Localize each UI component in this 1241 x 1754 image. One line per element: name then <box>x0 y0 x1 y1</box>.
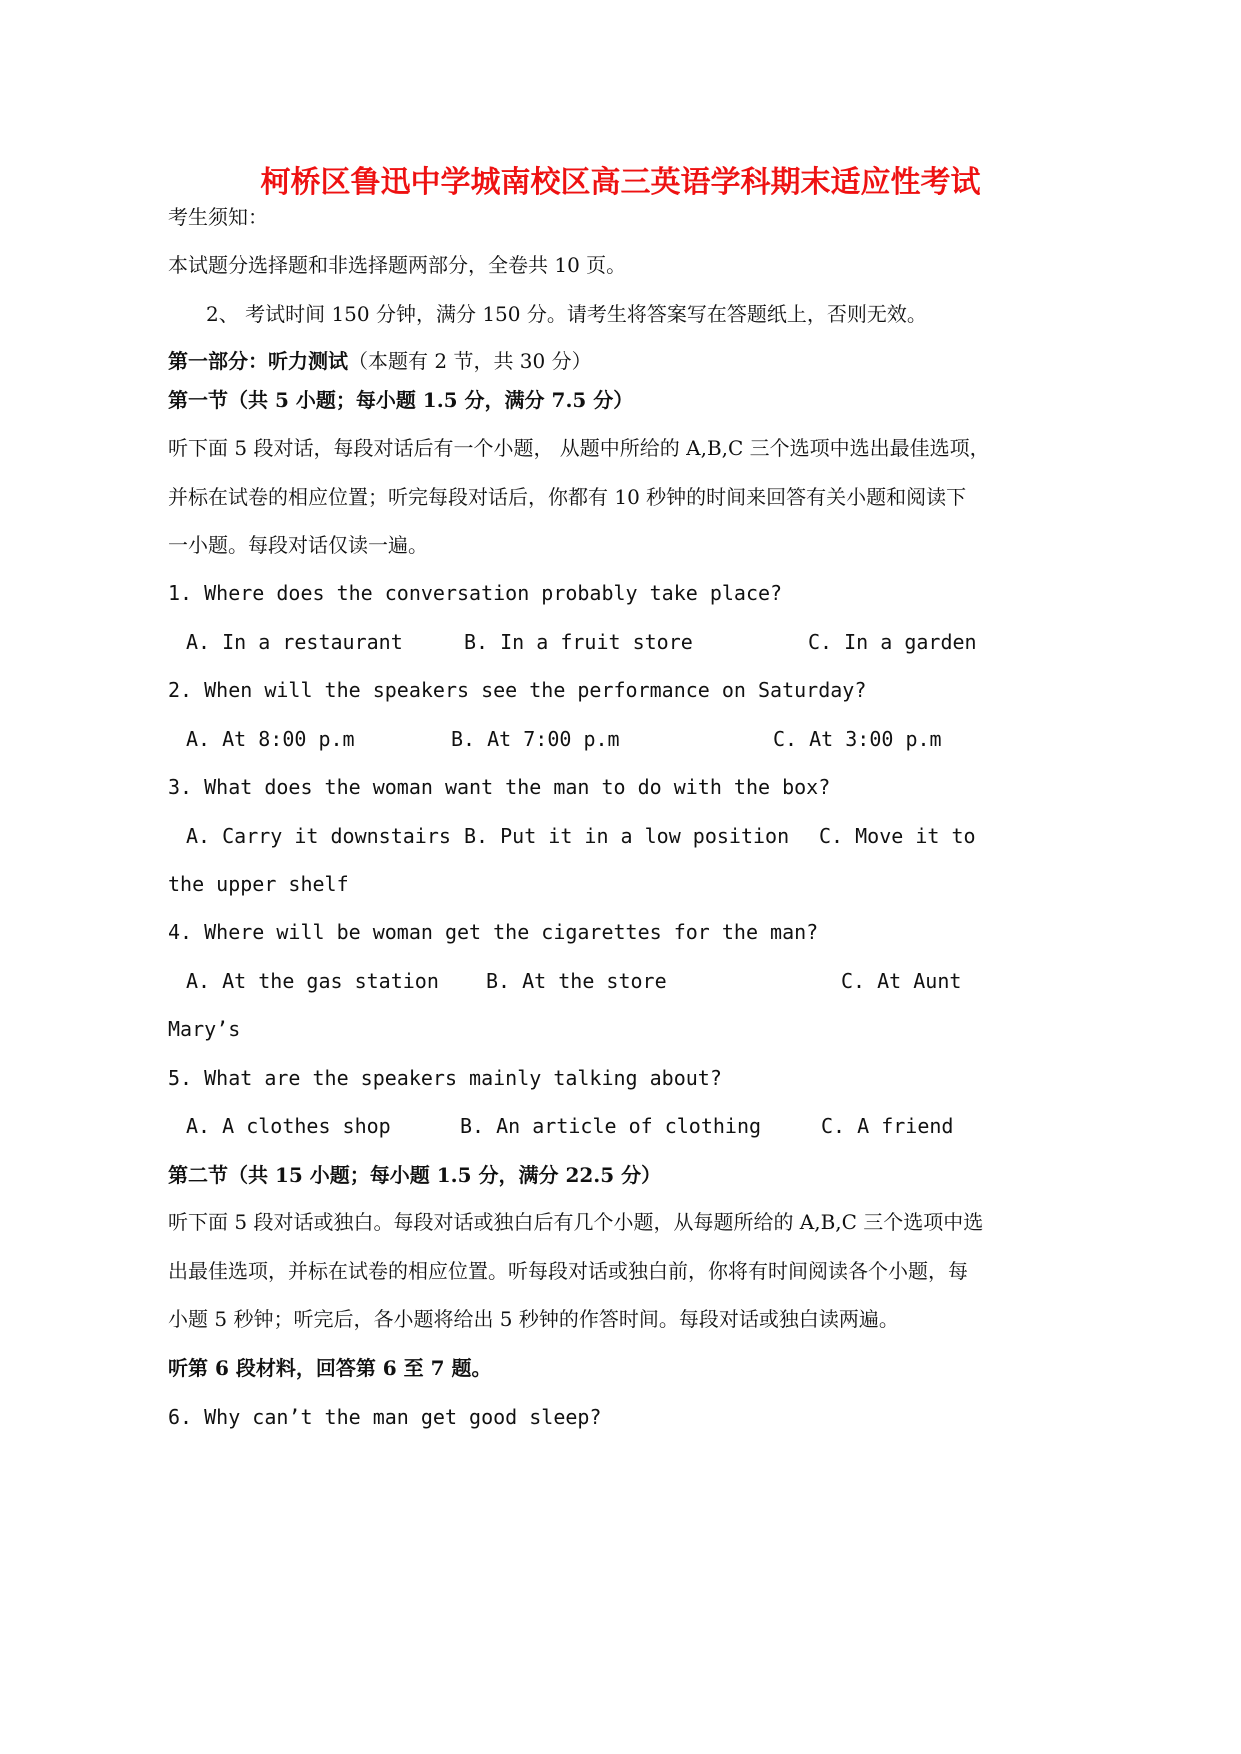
question-4-option-a: A. At the gas station <box>186 969 439 993</box>
question-3-option-a: A. Carry it downstairs <box>186 824 451 848</box>
exam-title: 柯桥区鲁迅中学城南校区高三英语学科期末适应性考试 <box>260 165 981 200</box>
section2-instruction-line: 听下面 5 段对话或独白。每段对话或独白后有几个小题，从每题所给的 A,B,C 三个选项中选 <box>168 1210 984 1234</box>
section1-instruction-line: 并标在试卷的相应位置；听完每段对话后，你都有 10 秒钟的时间来回答有关小题和阅读下 <box>168 485 967 509</box>
question-2-option-b: B. At 7:00 p.m <box>451 727 620 751</box>
question-1-option-a: A. In a restaurant <box>186 630 403 654</box>
question-4: 4. Where will be woman get the cigarettes for the man? <box>168 920 819 944</box>
question-1-option-b: B. In a fruit store <box>464 630 693 654</box>
notice-item-2: 2、 考试时间 150 分钟，满分 150 分。请考生将答案写在答题纸上，否则无效。 <box>206 302 927 326</box>
question-4-option-b: B. At the store <box>486 969 667 993</box>
question-5-option-c: C. A friend <box>821 1114 954 1138</box>
question-2: 2. When will the speakers see the performance on Saturday? <box>168 678 867 702</box>
question-2-option-c: C. At 3:00 p.m <box>773 727 942 751</box>
question-5-option-b: B. An article of clothing <box>460 1114 762 1138</box>
question-2-option-a: A. At 8:00 p.m <box>186 727 355 751</box>
section1-instruction-line: 听下面 5 段对话，每段对话后有一个小题， 从题中所给的 A,B,C 三个选项中选出最佳选项， <box>168 436 990 460</box>
part1-heading-bold: 第一部分：听力测试 <box>168 349 348 373</box>
question-5-option-a: A. A clothes shop <box>186 1114 391 1138</box>
notice-item-1: 本试题分选择题和非选择题两部分，全卷共 10 页。 <box>168 253 627 277</box>
part1-heading-rest: （本题有 2 节，共 30 分） <box>348 349 592 373</box>
question-1: 1. Where does the conversation probably take place? <box>168 581 783 605</box>
section1-instruction-line: 一小题。每段对话仅读一遍。 <box>168 533 428 557</box>
question-3: 3. What does the woman want the man to do with the box? <box>168 775 831 799</box>
section2-instruction-line: 出最佳选项，并标在试卷的相应位置。听每段对话或独白前，你将有时间阅读各个小题，每 <box>168 1259 968 1283</box>
question-4-option-c: C. At Aunt <box>841 969 962 993</box>
question-5: 5. What are the speakers mainly talking about? <box>168 1066 722 1090</box>
question-3-option-c: C. Move it to <box>819 824 976 848</box>
notice-heading: 考生须知： <box>168 205 268 229</box>
section2-instruction-line: 小题 5 秒钟；听完后，各小题将给出 5 秒钟的作答时间。每段对话或独白读两遍。 <box>168 1307 899 1331</box>
question-3-option-c-continued: the upper shelf <box>168 872 349 896</box>
material-6-heading: 听第 6 段材料，回答第 6 至 7 题。 <box>168 1356 492 1380</box>
question-1-option-c: C. In a garden <box>808 630 977 654</box>
part1-heading <box>168 347 592 375</box>
section1-heading: 第一节（共 5 小题；每小题 1.5 分，满分 7.5 分） <box>168 388 634 412</box>
section2-heading: 第二节（共 15 小题；每小题 1.5 分，满分 22.5 分） <box>168 1163 662 1187</box>
question-6: 6. Why can’t the man get good sleep? <box>168 1405 602 1429</box>
question-4-option-c-continued: Mary’s <box>168 1017 241 1041</box>
question-3-option-b: B. Put it in a low position <box>464 824 790 848</box>
